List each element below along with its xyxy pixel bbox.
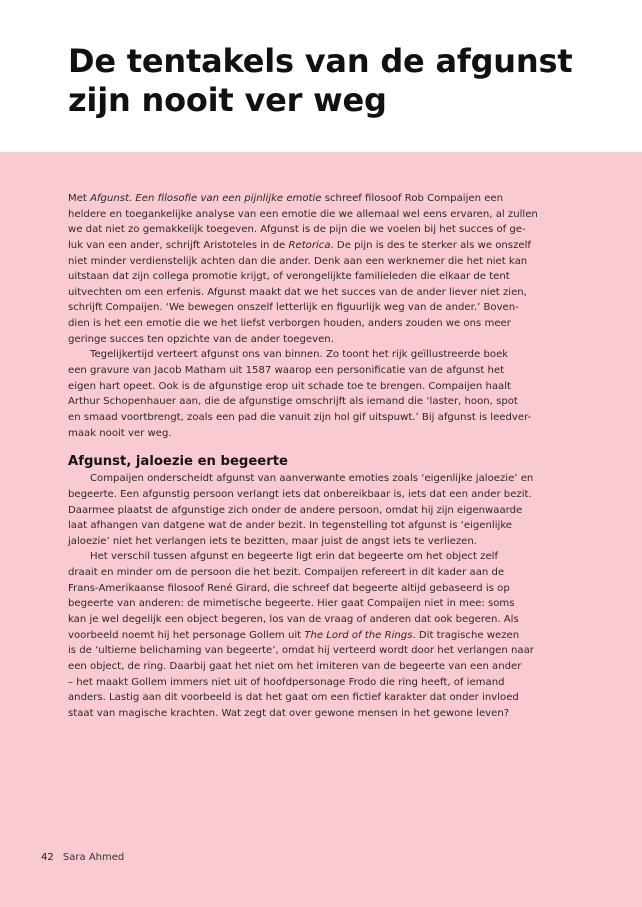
page-number: 42 xyxy=(41,852,54,863)
text-line: heldere en toegankelijke analyse van een emotie die we allemaal wel eens ervaren, al zullen xyxy=(68,208,538,220)
text-line: begeerte. Een afgunstig persoon verlangt iets dat onbereikbaar is, iets dat een ander bezit. xyxy=(68,488,532,500)
text-line: maak nooit ver weg. xyxy=(68,427,172,439)
text-line: kan je wel degelijk een object begeren, los van de vraag of anderen dat ook begeren. Als xyxy=(68,614,519,626)
text-line: anders. Lastig aan dit voorbeeld is dat het gaat om een fictief karakter dat onder invloed xyxy=(68,692,519,704)
paragraph xyxy=(68,549,574,721)
paragraph xyxy=(68,191,574,347)
text-line: een object, de ring. Daarbij gaat het niet om het imiteren van de begeerte van een ander xyxy=(68,660,522,672)
text-line: begeerte van anderen: de mimetische begeerte. Hier gaat Compaijen niet in mee: soms xyxy=(68,598,515,610)
text-line: Het verschil tussen afgunst en begeerte ligt erin dat begeerte om het object zelf xyxy=(90,551,499,563)
text-line: – het maakt Gollem immers niet uit of hoofdpersonage Frodo die ring heeft, of iemand xyxy=(68,676,505,688)
text-line: een gravure van Jacob Matham uit 1587 waarop een personificatie van de afgunst het xyxy=(68,365,505,377)
text-line: Daarmee plaatst de afgunstige zich onder de andere persoon, omdat hij zijn eigenwaarde xyxy=(68,504,523,516)
text-line: Compaijen onderscheidt afgunst van aanverwante emoties zoals ‘eigenlijke jaloezie’ en xyxy=(90,473,534,485)
text-line: Arthur Schopenhauer aan, die de afgunstige omschrijft als iemand die ‘laster, hoon, spot xyxy=(68,396,518,408)
text-line: laat afhangen van datgene wat de ander bezit. In tegenstelling tot afgunst is ‘eigenlijke xyxy=(68,520,513,532)
paragraph xyxy=(68,471,574,549)
text-line: eigen hart opeet. Ook is de afgunstige erop uit schade toe te brengen. Compaijen haalt xyxy=(68,380,511,392)
text-line: dien is het een emotie die we het liefst verborgen houden, anders zouden we ons meer xyxy=(68,318,511,330)
text-line: niet minder verdienstelijk achten dan die ander. Denk aan een werknemer die het niet kan xyxy=(68,255,528,267)
text-line: schrijft Compaijen. ‘We bewegen onszelf letterlijk en figuurlijk weg van de ander.’ Boven- xyxy=(68,302,519,314)
text-line: voorbeeld noemt hij het personage Gollem uit The Lord of the Rings. Dit tragische wezen xyxy=(68,629,520,641)
text-line: Frans-Amerikaanse filosoof René Girard, die schreef dat begeerte altijd gebaseerd is op xyxy=(68,582,510,594)
page-title: De tentakels van de afgunst zijn nooit ver weg xyxy=(68,42,573,119)
text-line: Met Afgunst. Een filosofie van een pijnlijke emotie schreef filosoof Rob Compaijen een xyxy=(68,193,504,204)
article-body xyxy=(68,191,574,722)
text-line: geringe succes ten opzichte van de ander toegeven. xyxy=(68,333,334,345)
text-line: is de ‘ultieme belichaming van begeerte’, omdat hij verteerd wordt door het verlangen naar xyxy=(68,645,534,657)
text-line: luk van een ander, schrijft Aristoteles in de Retorica. De pijn is des te sterker als we onszelf xyxy=(68,239,531,251)
paragraph xyxy=(68,347,574,441)
text-line: draait en minder om de persoon die het bezit. Compaijen refereert in dit kader aan de xyxy=(68,567,505,579)
text-line: Tegelijkertijd verteert afgunst ons van binnen. Zo toont het rijk geïllustreerde boek xyxy=(90,349,509,361)
text-line: we dat niet zo gemakkelijk toegeven. Afgunst is de pijn die we voelen bij het succes of ge- xyxy=(68,224,526,236)
running-author: Sara Ahmed xyxy=(62,852,125,863)
page-footer xyxy=(41,852,124,863)
section-heading: Afgunst, jaloezie en begeerte xyxy=(68,454,288,470)
text-line: uitvechten om een erfenis. Afgunst maakt dat we het succes van de ander liever niet zien, xyxy=(68,286,527,298)
text-line: jaloezie’ niet het verlangen iets te bezitten, maar juist de angst iets te verliezen. xyxy=(68,535,477,547)
text-line: staat van magische krachten. Wat zegt dat over gewone mensen in het gewone leven? xyxy=(68,707,510,719)
text-line: en smaad voortbrengt, zoals een pad die vanuit zijn hol gif uitspuwt.’ Bij afgunst is leedver- xyxy=(68,411,532,423)
text-line: uitstaan dat zijn collega promotie krijgt, of verongelijkte familieleden die elkaar de tent xyxy=(68,271,510,283)
